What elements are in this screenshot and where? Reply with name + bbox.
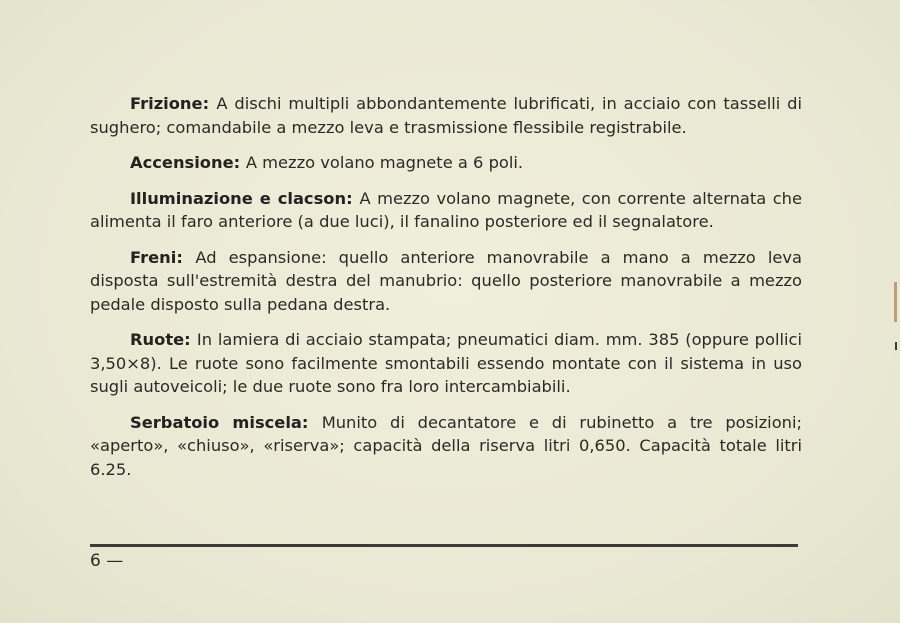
footer-divider [90,544,798,547]
paragraph-illuminazione [90,187,802,234]
description-serbatoio: Munito di decantatore e di rubinetto a tre posizioni; «aperto», «chiuso», «riserva»; capacità della riserva litri 0,650. Capacità totale litri 6.25. [90,412,802,479]
term-separator: : [202,94,217,113]
term-separator: : [346,188,360,208]
term-ruote: Ruote [130,330,185,349]
paragraph-ruote [90,328,802,399]
term-illuminazione: Illuminazione e clacson [130,188,347,208]
spec-text-block [90,92,802,493]
term-separator: : [233,153,246,172]
term-separator: : [176,247,196,267]
paragraph-accensione [90,151,802,175]
description-illuminazione: A mezzo volano magnete, con corrente alternata che alimenta il faro anteriore (a due luci), il fanalino posteriore ed il segnalatore. [90,188,802,231]
page-edge-mark [895,342,897,350]
term-separator: : [301,412,322,432]
paragraph-frizione [90,92,802,139]
term-frizione: Frizione [130,94,203,113]
term-separator: : [184,330,197,349]
description-accensione: A mezzo volano magnete a 6 poli. [245,153,524,172]
term-serbatoio: Serbatoio miscela [130,412,302,432]
term-accensione: Accensione [130,153,234,172]
page-number: 6 — [90,551,124,571]
description-frizione: A dischi multipli abbondantemente lubrificati, in acciaio con tasselli di sughero; comandabile a mezzo leva e trasmissione flessibile registrabile. [90,94,802,137]
description-ruote: In lamiera di acciaio stampata; pneumatici diam. mm. 385 (oppure pollici 3,50×8). Le ruote sono facilmente smontabili essendo montate con il sistema in uso sugli autoveicoli; le due ruote sono fra loro intercambiabili. [90,330,802,396]
page-edge-stain [894,282,897,322]
description-freni: Ad espansione: quello anteriore manovrabile a mano a mezzo leva disposta sull'estremità destra del manubrio: quello posteriore manovrabile a mezzo pedale disposto sulla pedana destra. [90,247,802,314]
paragraph-freni [90,246,802,317]
term-freni: Freni [130,247,177,267]
paragraph-serbatoio [90,411,802,482]
